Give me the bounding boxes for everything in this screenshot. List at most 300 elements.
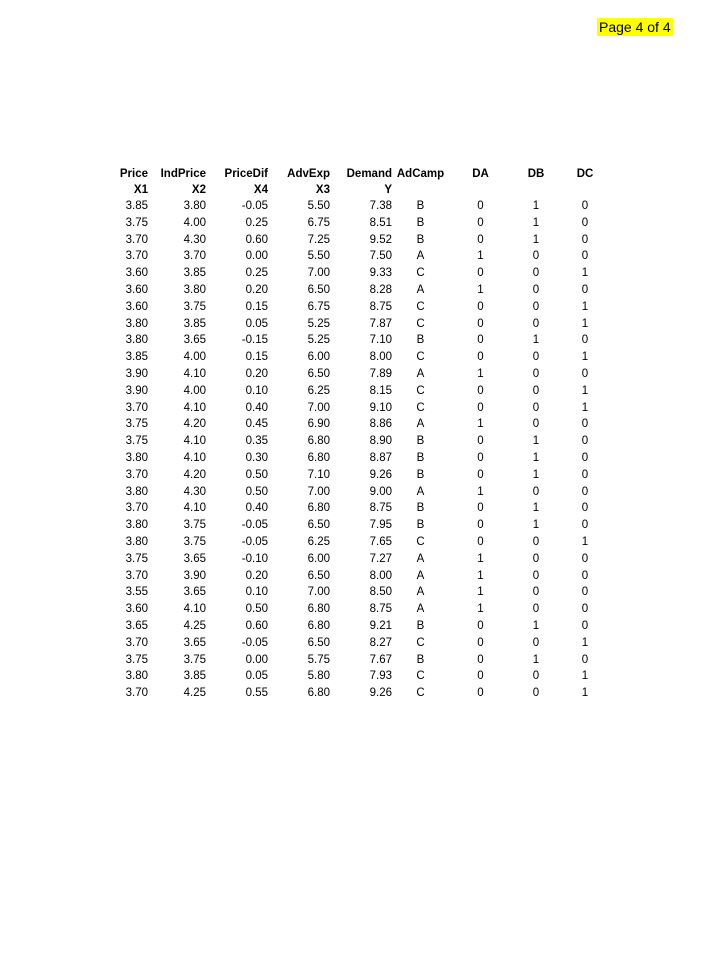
cell-demand: 9.00: [369, 485, 392, 498]
cell-db: 0: [532, 636, 540, 649]
cell-da: 1: [477, 569, 484, 582]
cell-da: 1: [477, 485, 484, 498]
cell-pricedif: 0.10: [245, 586, 268, 599]
cell-da: 0: [477, 384, 484, 397]
cell-pricedif: -0.05: [241, 200, 268, 212]
cell-db: 0: [532, 586, 540, 599]
cell-indprice: 4.00: [183, 351, 206, 364]
cell-advexp: 6.80: [307, 687, 330, 700]
cell-price: 3.55: [125, 586, 148, 599]
cell-indprice: 3.65: [183, 586, 206, 599]
data-table: [108, 166, 610, 702]
cell-advexp: 6.50: [307, 519, 330, 532]
cell-demand: 7.65: [369, 535, 392, 548]
cell-da: 0: [477, 451, 484, 464]
cell-db: 1: [532, 519, 540, 532]
cell-dc: 0: [581, 485, 589, 498]
cell-dc: 1: [581, 384, 589, 397]
cell-price: 3.90: [125, 367, 148, 380]
cell-price: 3.80: [125, 451, 148, 464]
cell-db: 0: [532, 267, 540, 280]
cell-pricedif: 0.40: [245, 401, 268, 414]
header-demand: Demand: [346, 168, 392, 180]
cell-price: 3.75: [125, 653, 148, 666]
cell-adcamp: A: [416, 367, 425, 380]
cell-advexp: 5.75: [307, 653, 330, 666]
cell-db: 0: [532, 552, 540, 565]
cell-db: 0: [532, 317, 540, 330]
cell-demand: 9.52: [369, 233, 392, 246]
cell-indprice: 3.85: [183, 317, 206, 330]
cell-advexp: 6.75: [307, 300, 330, 313]
table-row: [108, 299, 610, 316]
cell-adcamp: C: [416, 384, 425, 397]
cell-da: 0: [477, 401, 484, 414]
table-row: [108, 400, 610, 417]
cell-dc: 0: [581, 451, 589, 464]
cell-price: 3.85: [125, 351, 148, 364]
cell-advexp: 5.25: [307, 317, 330, 330]
cell-dc: 1: [581, 670, 589, 683]
header-x2: X2: [191, 184, 206, 196]
table-row: [108, 232, 610, 249]
cell-db: 0: [532, 418, 540, 431]
cell-demand: 8.15: [369, 384, 392, 397]
cell-dc: 0: [581, 519, 589, 532]
cell-demand: 7.95: [369, 519, 392, 532]
cell-dc: 0: [581, 586, 589, 599]
cell-advexp: 5.50: [307, 250, 330, 263]
table-row: [108, 332, 610, 349]
table-row: [108, 467, 610, 484]
cell-indprice: 4.10: [183, 603, 206, 616]
cell-demand: 7.67: [369, 653, 392, 666]
cell-indprice: 4.20: [183, 418, 206, 431]
cell-adcamp: C: [416, 535, 425, 548]
cell-adcamp: B: [416, 619, 425, 632]
cell-da: 0: [477, 216, 484, 229]
cell-dc: 0: [581, 200, 589, 212]
cell-adcamp: C: [416, 636, 425, 649]
cell-pricedif: -0.15: [241, 334, 268, 347]
cell-da: 1: [477, 418, 484, 431]
cell-dc: 1: [581, 636, 589, 649]
header-indprice: IndPrice: [160, 168, 206, 180]
cell-price: 3.75: [125, 435, 148, 448]
cell-indprice: 3.65: [183, 636, 206, 649]
cell-demand: 7.10: [369, 334, 392, 347]
cell-indprice: 3.65: [183, 334, 206, 347]
cell-db: 1: [532, 502, 540, 515]
cell-demand: 8.00: [369, 569, 392, 582]
cell-price: 3.80: [125, 334, 148, 347]
cell-pricedif: 0.50: [245, 603, 268, 616]
cell-da: 0: [477, 200, 484, 212]
cell-price: 3.75: [125, 418, 148, 431]
cell-price: 3.70: [125, 468, 148, 481]
cell-da: 0: [477, 233, 484, 246]
cell-indprice: 3.85: [183, 267, 206, 280]
cell-db: 1: [532, 468, 540, 481]
cell-da: 0: [477, 317, 484, 330]
cell-pricedif: 0.30: [245, 451, 268, 464]
cell-db: 1: [532, 653, 540, 666]
cell-advexp: 7.00: [307, 401, 330, 414]
cell-da: 0: [477, 519, 484, 532]
header-y: Y: [384, 184, 392, 196]
cell-advexp: 6.50: [307, 367, 330, 380]
cell-db: 0: [532, 384, 540, 397]
header-db: DB: [527, 168, 545, 180]
cell-da: 0: [477, 351, 484, 364]
cell-adcamp: B: [416, 468, 425, 481]
cell-da: 0: [477, 334, 484, 347]
cell-adcamp: A: [416, 569, 425, 582]
table-body: [108, 198, 610, 702]
cell-indprice: 4.25: [183, 619, 206, 632]
cell-da: 0: [477, 687, 484, 700]
table-row: [108, 265, 610, 282]
cell-pricedif: 0.20: [245, 367, 268, 380]
cell-advexp: 7.00: [307, 267, 330, 280]
cell-price: 3.60: [125, 603, 148, 616]
cell-demand: 8.87: [369, 451, 392, 464]
cell-pricedif: -0.10: [241, 552, 268, 565]
cell-da: 0: [477, 636, 484, 649]
cell-indprice: 4.30: [183, 485, 206, 498]
cell-indprice: 4.00: [183, 216, 206, 229]
cell-dc: 0: [581, 603, 589, 616]
header-blank: [449, 182, 512, 198]
cell-dc: 0: [581, 418, 589, 431]
table-row: [108, 568, 610, 585]
header-da: DA: [472, 168, 489, 180]
cell-pricedif: 0.00: [245, 653, 268, 666]
cell-indprice: 4.10: [183, 502, 206, 515]
cell-dc: 0: [581, 653, 589, 666]
cell-da: 0: [477, 535, 484, 548]
cell-db: 0: [532, 401, 540, 414]
cell-db: 1: [532, 334, 540, 347]
table-row: [108, 551, 610, 568]
cell-adcamp: A: [416, 250, 425, 263]
cell-advexp: 6.75: [307, 216, 330, 229]
cell-demand: 8.51: [369, 216, 392, 229]
cell-dc: 0: [581, 468, 589, 481]
cell-advexp: 5.50: [307, 200, 330, 212]
cell-advexp: 5.25: [307, 334, 330, 347]
cell-price: 3.60: [125, 267, 148, 280]
cell-da: 0: [477, 468, 484, 481]
table-row: [108, 198, 610, 215]
cell-pricedif: 0.60: [245, 619, 268, 632]
cell-indprice: 3.85: [183, 670, 206, 683]
cell-da: 0: [477, 267, 484, 280]
cell-price: 3.70: [125, 233, 148, 246]
header-row-symbols: [108, 182, 610, 198]
cell-indprice: 3.80: [183, 200, 206, 212]
cell-demand: 8.90: [369, 435, 392, 448]
cell-adcamp: C: [416, 401, 425, 414]
table-row: [108, 500, 610, 517]
cell-advexp: 6.80: [307, 435, 330, 448]
cell-db: 0: [532, 670, 540, 683]
cell-adcamp: C: [416, 300, 425, 313]
cell-advexp: 5.80: [307, 670, 330, 683]
cell-adcamp: A: [416, 418, 425, 431]
cell-dc: 1: [581, 687, 589, 700]
cell-db: 1: [532, 619, 540, 632]
cell-advexp: 7.00: [307, 586, 330, 599]
cell-da: 0: [477, 619, 484, 632]
cell-pricedif: 0.15: [245, 300, 268, 313]
cell-pricedif: 0.35: [245, 435, 268, 448]
cell-indprice: 4.10: [183, 435, 206, 448]
cell-db: 0: [532, 687, 540, 700]
cell-adcamp: B: [416, 502, 425, 515]
cell-adcamp: C: [416, 687, 425, 700]
cell-price: 3.80: [125, 519, 148, 532]
cell-dc: 0: [581, 435, 589, 448]
table-row: [108, 668, 610, 685]
cell-db: 0: [532, 367, 540, 380]
cell-demand: 9.26: [369, 468, 392, 481]
cell-advexp: 6.50: [307, 283, 330, 296]
table-row: [108, 601, 610, 618]
table-row: [108, 517, 610, 534]
cell-advexp: 7.00: [307, 485, 330, 498]
cell-indprice: 3.65: [183, 552, 206, 565]
table-row: [108, 584, 610, 601]
cell-advexp: 6.80: [307, 603, 330, 616]
header-row-names: [108, 166, 610, 182]
cell-indprice: 3.75: [183, 535, 206, 548]
cell-da: 0: [477, 502, 484, 515]
cell-demand: 9.33: [369, 267, 392, 280]
table-row: [108, 652, 610, 669]
cell-pricedif: 0.20: [245, 569, 268, 582]
cell-pricedif: 0.45: [245, 418, 268, 431]
cell-dc: 1: [581, 300, 589, 313]
header-dc: DC: [576, 168, 594, 180]
cell-dc: 0: [581, 216, 589, 229]
cell-adcamp: C: [416, 267, 425, 280]
cell-pricedif: 0.25: [245, 267, 268, 280]
cell-adcamp: A: [416, 283, 425, 296]
cell-dc: 0: [581, 552, 589, 565]
cell-dc: 0: [581, 367, 589, 380]
cell-advexp: 6.50: [307, 569, 330, 582]
cell-price: 3.70: [125, 687, 148, 700]
cell-price: 3.60: [125, 283, 148, 296]
cell-indprice: 4.30: [183, 233, 206, 246]
table-row: [108, 316, 610, 333]
cell-da: 1: [477, 603, 484, 616]
cell-advexp: 6.25: [307, 535, 330, 548]
cell-pricedif: -0.05: [241, 636, 268, 649]
cell-price: 3.75: [125, 552, 148, 565]
cell-db: 1: [532, 451, 540, 464]
cell-adcamp: A: [416, 586, 425, 599]
cell-advexp: 6.25: [307, 384, 330, 397]
cell-db: 0: [532, 283, 540, 296]
cell-adcamp: B: [416, 233, 425, 246]
header-adcamp: AdCamp: [396, 168, 445, 180]
cell-pricedif: 0.55: [245, 687, 268, 700]
cell-pricedif: 0.40: [245, 502, 268, 515]
cell-db: 1: [532, 435, 540, 448]
cell-adcamp: A: [416, 603, 425, 616]
table-row: [108, 433, 610, 450]
cell-dc: 1: [581, 317, 589, 330]
cell-demand: 9.10: [369, 401, 392, 414]
header-blank: [560, 182, 610, 198]
table-row: [108, 416, 610, 433]
cell-price: 3.80: [125, 670, 148, 683]
cell-indprice: 4.10: [183, 367, 206, 380]
cell-demand: 7.87: [369, 317, 392, 330]
cell-price: 3.80: [125, 317, 148, 330]
cell-db: 0: [532, 351, 540, 364]
table-row: [108, 383, 610, 400]
cell-price: 3.80: [125, 485, 148, 498]
cell-pricedif: 0.50: [245, 468, 268, 481]
cell-da: 0: [477, 670, 484, 683]
cell-adcamp: B: [416, 435, 425, 448]
cell-db: 0: [532, 485, 540, 498]
cell-advexp: 6.00: [307, 351, 330, 364]
cell-pricedif: -0.05: [241, 519, 268, 532]
cell-da: 0: [477, 653, 484, 666]
cell-advexp: 6.50: [307, 636, 330, 649]
cell-da: 1: [477, 283, 484, 296]
cell-da: 1: [477, 367, 484, 380]
cell-db: 0: [532, 603, 540, 616]
cell-demand: 8.28: [369, 283, 392, 296]
cell-demand: 8.75: [369, 300, 392, 313]
cell-pricedif: 0.60: [245, 233, 268, 246]
cell-pricedif: -0.05: [241, 535, 268, 548]
cell-demand: 8.86: [369, 418, 392, 431]
cell-price: 3.70: [125, 401, 148, 414]
cell-demand: 8.75: [369, 603, 392, 616]
header-advexp: AdvExp: [287, 168, 330, 180]
cell-advexp: 6.90: [307, 418, 330, 431]
cell-demand: 9.21: [369, 619, 392, 632]
cell-db: 1: [532, 233, 540, 246]
cell-price: 3.85: [125, 200, 148, 212]
cell-indprice: 4.25: [183, 687, 206, 700]
table-row: [108, 282, 610, 299]
cell-dc: 1: [581, 267, 589, 280]
cell-demand: 7.89: [369, 367, 392, 380]
cell-indprice: 4.10: [183, 451, 206, 464]
cell-advexp: 6.00: [307, 552, 330, 565]
header-price: Price: [119, 168, 148, 180]
cell-indprice: 4.10: [183, 401, 206, 414]
cell-price: 3.70: [125, 636, 148, 649]
cell-advexp: 7.10: [307, 468, 330, 481]
page-number-label: Page 4 of 4: [599, 19, 671, 35]
cell-price: 3.70: [125, 250, 148, 263]
table-row: [108, 248, 610, 265]
cell-price: 3.80: [125, 535, 148, 548]
cell-pricedif: 0.05: [245, 317, 268, 330]
cell-indprice: 4.20: [183, 468, 206, 481]
cell-advexp: 6.80: [307, 451, 330, 464]
cell-demand: 7.27: [369, 552, 392, 565]
cell-dc: 1: [581, 351, 589, 364]
cell-price: 3.70: [125, 502, 148, 515]
cell-adcamp: A: [416, 485, 425, 498]
cell-price: 3.65: [125, 619, 148, 632]
header-x1: X1: [133, 184, 148, 196]
cell-indprice: 3.75: [183, 653, 206, 666]
cell-db: 1: [532, 216, 540, 229]
cell-demand: 7.38: [369, 200, 392, 212]
cell-demand: 8.75: [369, 502, 392, 515]
cell-db: 0: [532, 300, 540, 313]
table-row: [108, 618, 610, 635]
cell-pricedif: 0.25: [245, 216, 268, 229]
table-row: [108, 685, 610, 702]
header-pricedif: PriceDif: [224, 168, 268, 180]
cell-adcamp: C: [416, 317, 425, 330]
cell-db: 0: [532, 569, 540, 582]
table-row: [108, 215, 610, 232]
cell-indprice: 3.70: [183, 250, 206, 263]
cell-dc: 0: [581, 619, 589, 632]
cell-da: 1: [477, 250, 484, 263]
table-row: [108, 349, 610, 366]
cell-pricedif: 0.50: [245, 485, 268, 498]
cell-adcamp: C: [416, 670, 425, 683]
cell-dc: 0: [581, 569, 589, 582]
table-row: [108, 534, 610, 551]
cell-pricedif: 0.20: [245, 283, 268, 296]
cell-indprice: 3.75: [183, 300, 206, 313]
cell-dc: 1: [581, 535, 589, 548]
cell-adcamp: A: [416, 552, 425, 565]
cell-adcamp: B: [416, 451, 425, 464]
cell-indprice: 4.00: [183, 384, 206, 397]
cell-dc: 1: [581, 401, 589, 414]
header-blank: [392, 182, 449, 198]
cell-demand: 8.50: [369, 586, 392, 599]
cell-da: 0: [477, 435, 484, 448]
cell-dc: 0: [581, 250, 589, 263]
cell-pricedif: 0.15: [245, 351, 268, 364]
cell-price: 3.70: [125, 569, 148, 582]
cell-advexp: 6.80: [307, 502, 330, 515]
cell-advexp: 7.25: [307, 233, 330, 246]
cell-price: 3.75: [125, 216, 148, 229]
cell-pricedif: 0.00: [245, 250, 268, 263]
cell-adcamp: B: [416, 216, 425, 229]
cell-da: 0: [477, 300, 484, 313]
cell-db: 0: [532, 250, 540, 263]
header-x4: X4: [253, 184, 268, 196]
cell-adcamp: B: [416, 200, 425, 212]
cell-db: 0: [532, 535, 540, 548]
cell-db: 1: [532, 200, 540, 212]
cell-pricedif: 0.05: [245, 670, 268, 683]
table-row: [108, 366, 610, 383]
cell-demand: 7.50: [369, 250, 392, 263]
header-x3: X3: [315, 184, 330, 196]
cell-indprice: 3.90: [183, 569, 206, 582]
header-blank: [512, 182, 560, 198]
